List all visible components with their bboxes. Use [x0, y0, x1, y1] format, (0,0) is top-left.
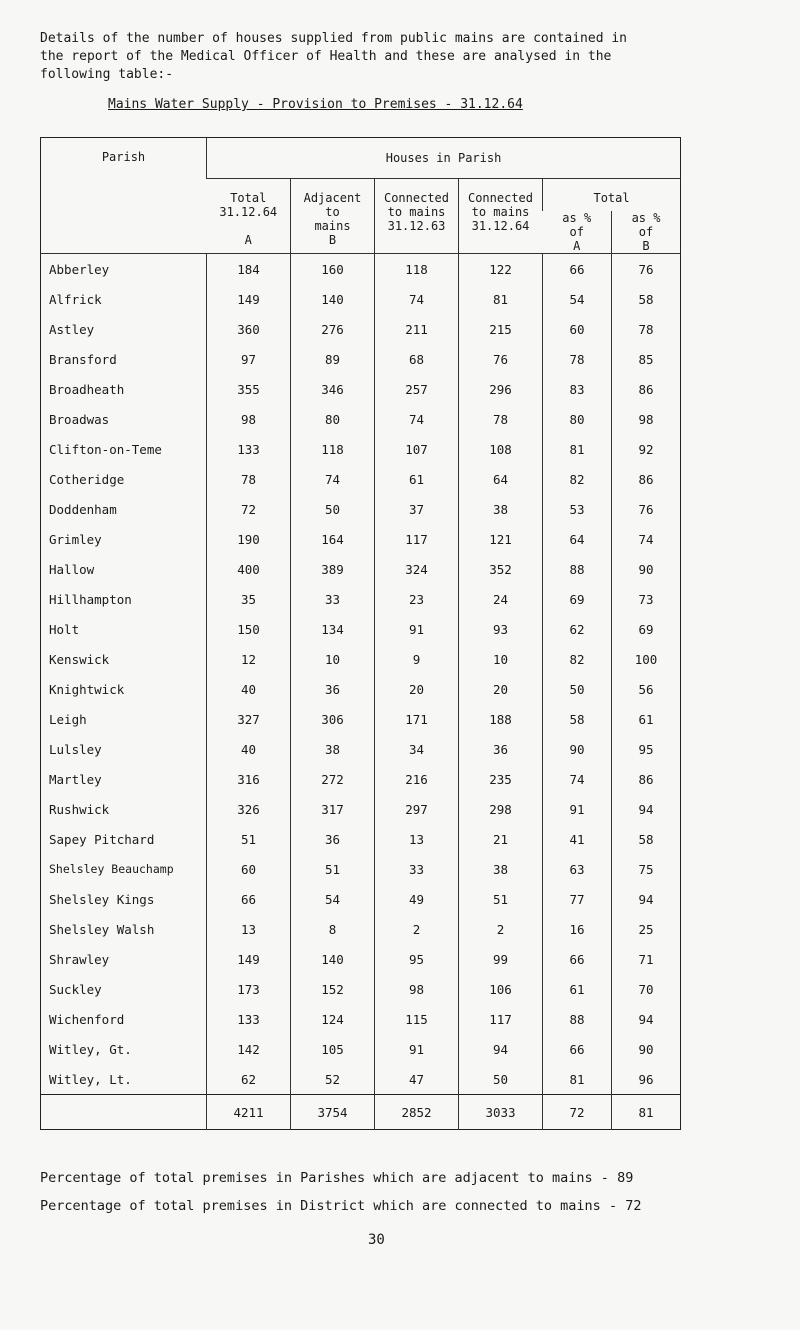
connected-64-cell: 94 [459, 1034, 543, 1064]
adjacent-cell: 74 [291, 464, 375, 494]
adjacent-cell: 10 [291, 644, 375, 674]
connected-64-cell: 10 [459, 644, 543, 674]
adjacent-cell: 51 [291, 854, 375, 884]
total-cell: 142 [207, 1034, 291, 1064]
totals-percent-b-cell: 81 [612, 1095, 681, 1130]
percent-a-cell: 78 [543, 344, 612, 374]
percent-b-cell: 78 [612, 314, 681, 344]
adjacent-cell: 134 [291, 614, 375, 644]
total-cell: 78 [207, 464, 291, 494]
page-number: 30 [368, 1232, 385, 1248]
parish-cell: Martley [49, 771, 102, 787]
adjacent-cell: 272 [291, 764, 375, 794]
connected-64-cell: 81 [459, 284, 543, 314]
table-row [41, 554, 681, 584]
table-row [41, 944, 681, 974]
adjacent-cell: 118 [291, 434, 375, 464]
adjacent-cell: 152 [291, 974, 375, 1004]
percent-b-cell: 86 [612, 464, 681, 494]
percent-a-cell: 81 [543, 1064, 612, 1095]
total-cell: 72 [207, 494, 291, 524]
percent-b-cell: 73 [612, 584, 681, 614]
parish-cell: Shelsley Kings [49, 891, 155, 907]
table-heading: Mains Water Supply - Provision to Premises - 31.12.64 [108, 97, 523, 112]
table-row [41, 854, 681, 884]
adjacent-cell: 124 [291, 1004, 375, 1034]
percent-a-cell: 41 [543, 824, 612, 854]
total-cell: 60 [207, 854, 291, 884]
connected-63-cell: 297 [375, 794, 459, 824]
table-row [41, 314, 681, 344]
parish-cell: Shelsley Walsh [49, 921, 155, 937]
connected-63-cell: 117 [375, 524, 459, 554]
connected-64-cell: 93 [459, 614, 543, 644]
connected-64-cell: 64 [459, 464, 543, 494]
adjacent-cell: 36 [291, 824, 375, 854]
table-row [41, 794, 681, 824]
totals-adjacent-cell: 3754 [291, 1095, 375, 1130]
table-row [41, 374, 681, 404]
connected-64-cell: 352 [459, 554, 543, 584]
connected-63-header: Connected to mains 31.12.63 [375, 179, 459, 254]
total-cell: 13 [207, 914, 291, 944]
table-row [41, 254, 681, 285]
table-row [41, 914, 681, 944]
connected-63-cell: 211 [375, 314, 459, 344]
percent-b-cell: 90 [612, 1034, 681, 1064]
percent-b-cell: 86 [612, 764, 681, 794]
parish-cell: Broadwas [49, 411, 110, 427]
total-cell: 40 [207, 734, 291, 764]
connected-64-cell: 20 [459, 674, 543, 704]
adjacent-cell: 164 [291, 524, 375, 554]
parish-cell: Suckley [49, 981, 102, 997]
parish-cell: Shrawley [49, 951, 110, 967]
mains-water-table-container [40, 137, 680, 1130]
percent-b-cell: 61 [612, 704, 681, 734]
connected-64-cell: 215 [459, 314, 543, 344]
parish-cell: Shelsley Beauchamp [49, 861, 174, 876]
connected-63-cell: 49 [375, 884, 459, 914]
parish-cell: Cotheridge [49, 471, 125, 487]
table-row [41, 524, 681, 554]
connected-63-cell: 47 [375, 1064, 459, 1095]
percent-b-cell: 76 [612, 494, 681, 524]
percent-b-cell: 96 [612, 1064, 681, 1095]
connected-63-cell: 107 [375, 434, 459, 464]
totals-label-cell [41, 1095, 207, 1130]
parish-cell: Grimley [49, 531, 102, 547]
table-row [41, 464, 681, 494]
total-cell: 66 [207, 884, 291, 914]
percent-a-cell: 82 [543, 644, 612, 674]
percent-a-cell: 69 [543, 584, 612, 614]
adjacent-cell: 8 [291, 914, 375, 944]
percent-a-cell: 50 [543, 674, 612, 704]
connected-64-cell: 24 [459, 584, 543, 614]
percent-a-cell: 88 [543, 554, 612, 584]
connected-63-cell: 118 [375, 254, 459, 285]
connected-64-cell: 99 [459, 944, 543, 974]
total-cell: 327 [207, 704, 291, 734]
adjacent-cell: 140 [291, 944, 375, 974]
table-row [41, 344, 681, 374]
parish-cell: Witley, Lt. [49, 1071, 132, 1087]
parish-cell: Abberley [41, 254, 207, 285]
total-cell: 190 [207, 524, 291, 554]
connected-63-cell: 91 [375, 614, 459, 644]
connected-64-cell: 38 [459, 854, 543, 884]
adjacent-cell: 52 [291, 1064, 375, 1095]
total-cell: 98 [207, 404, 291, 434]
parish-cell: Astley [49, 321, 95, 337]
percent-a-cell: 82 [543, 464, 612, 494]
connected-64-cell: 296 [459, 374, 543, 404]
connected-63-cell: 74 [375, 404, 459, 434]
table-row [41, 1004, 681, 1034]
percent-b-cell: 70 [612, 974, 681, 1004]
summary-block [40, 1164, 800, 1220]
parish-cell: Broadheath [49, 381, 125, 397]
summary-adjacent-line: Percentage of total premises in Parishes which are adjacent to mains - 89 [40, 1170, 634, 1186]
parish-cell: Rushwick [49, 801, 110, 817]
percent-b-cell: 100 [612, 644, 681, 674]
parish-cell: Lulsley [49, 741, 102, 757]
total-cell: 35 [207, 584, 291, 614]
adjacent-cell: 317 [291, 794, 375, 824]
total-cell: 62 [207, 1064, 291, 1095]
adjacent-header: Adjacent to mains B [291, 179, 375, 254]
parish-cell: Holt [49, 621, 80, 637]
connected-63-cell: 257 [375, 374, 459, 404]
percent-a-cell: 90 [543, 734, 612, 764]
totals-total-cell: 4211 [207, 1095, 291, 1130]
total-cell: 316 [207, 764, 291, 794]
table-row [41, 1064, 681, 1095]
total-cell: 51 [207, 824, 291, 854]
percent-b-cell: 94 [612, 1004, 681, 1034]
connected-64-cell: 117 [459, 1004, 543, 1034]
parish-cell: Alfrick [49, 291, 102, 307]
percent-a-cell: 66 [543, 1034, 612, 1064]
connected-64-cell: 235 [459, 764, 543, 794]
connected-64-cell: 108 [459, 434, 543, 464]
percent-b-cell: 95 [612, 734, 681, 764]
percent-of-b-header: as % of B [612, 211, 681, 254]
adjacent-cell: 33 [291, 584, 375, 614]
percent-a-cell: 58 [543, 704, 612, 734]
parish-cell: Leigh [49, 711, 87, 727]
percent-a-cell: 66 [543, 944, 612, 974]
percent-b-cell: 58 [612, 284, 681, 314]
percent-a-cell: 74 [543, 764, 612, 794]
total-cell: 173 [207, 974, 291, 1004]
connected-64-cell: 51 [459, 884, 543, 914]
connected-64-cell: 76 [459, 344, 543, 374]
adjacent-cell: 140 [291, 284, 375, 314]
percent-a-cell: 64 [543, 524, 612, 554]
percent-a-cell: 83 [543, 374, 612, 404]
adjacent-cell: 38 [291, 734, 375, 764]
table-row [41, 494, 681, 524]
connected-63-cell: 34 [375, 734, 459, 764]
adjacent-cell: 89 [291, 344, 375, 374]
percent-a-cell: 88 [543, 1004, 612, 1034]
percent-a-cell: 61 [543, 974, 612, 1004]
percent-b-cell: 86 [612, 374, 681, 404]
connected-63-cell: 23 [375, 584, 459, 614]
connected-63-cell: 216 [375, 764, 459, 794]
parish-cell: Clifton-on-Teme [49, 441, 162, 457]
connected-64-cell: 38 [459, 494, 543, 524]
table-row [41, 764, 681, 794]
parish-cell: Witley, Gt. [49, 1041, 132, 1057]
parish-cell: Doddenham [49, 501, 117, 517]
connected-63-cell: 171 [375, 704, 459, 734]
percent-a-cell: 60 [543, 314, 612, 344]
total-cell: 12 [207, 644, 291, 674]
connected-64-header: Connected to mains 31.12.64 [459, 179, 543, 254]
percent-b-cell: 94 [612, 794, 681, 824]
percent-b-cell: 69 [612, 614, 681, 644]
connected-63-cell: 9 [375, 644, 459, 674]
percent-a-cell: 77 [543, 884, 612, 914]
percent-b-cell: 90 [612, 554, 681, 584]
mains-water-table [40, 137, 681, 1130]
percent-a-cell: 62 [543, 614, 612, 644]
percent-b-cell: 98 [612, 404, 681, 434]
connected-63-cell: 74 [375, 284, 459, 314]
table-row [41, 404, 681, 434]
table-row [41, 824, 681, 854]
total-cell: 149 [207, 944, 291, 974]
total-cell: 97 [207, 344, 291, 374]
totals-row [41, 1095, 681, 1130]
connected-63-cell: 61 [375, 464, 459, 494]
table-row [41, 284, 681, 314]
table-row [41, 584, 681, 614]
connected-63-cell: 95 [375, 944, 459, 974]
adjacent-cell: 276 [291, 314, 375, 344]
percent-b-cell: 74 [612, 524, 681, 554]
total-cell: 355 [207, 374, 291, 404]
total-cell: 400 [207, 554, 291, 584]
percent-a-cell: 80 [543, 404, 612, 434]
total-header: Total 31.12.64 A [219, 191, 278, 247]
connected-63-cell: 20 [375, 674, 459, 704]
table-row [41, 884, 681, 914]
percent-b-cell: 94 [612, 884, 681, 914]
percent-a-cell: 81 [543, 434, 612, 464]
connected-63-cell: 33 [375, 854, 459, 884]
houses-in-parish-header: Houses in Parish [207, 138, 681, 179]
total-percent-header: Total [543, 179, 681, 212]
percent-b-cell: 56 [612, 674, 681, 704]
connected-63-cell: 98 [375, 974, 459, 1004]
connected-63-cell: 13 [375, 824, 459, 854]
parish-header: Parish [101, 150, 146, 164]
parish-cell: Bransford [49, 351, 117, 367]
connected-64-cell: 50 [459, 1064, 543, 1095]
connected-64-cell: 78 [459, 404, 543, 434]
total-cell: 184 [207, 254, 291, 285]
connected-64-cell: 121 [459, 524, 543, 554]
total-cell: 40 [207, 674, 291, 704]
percent-a-cell: 16 [543, 914, 612, 944]
parish-cell: Hillhampton [49, 591, 132, 607]
connected-64-cell: 2 [459, 914, 543, 944]
total-cell: 360 [207, 314, 291, 344]
connected-64-cell: 298 [459, 794, 543, 824]
connected-63-cell: 68 [375, 344, 459, 374]
total-cell: 149 [207, 284, 291, 314]
percent-a-cell: 53 [543, 494, 612, 524]
connected-63-cell: 115 [375, 1004, 459, 1034]
connected-64-cell: 21 [459, 824, 543, 854]
table-row [41, 614, 681, 644]
table-row [41, 674, 681, 704]
parish-cell: Kenswick [49, 651, 110, 667]
total-cell: 133 [207, 1004, 291, 1034]
adjacent-cell: 50 [291, 494, 375, 524]
table-row [41, 734, 681, 764]
connected-64-cell: 36 [459, 734, 543, 764]
percent-b-cell: 76 [612, 254, 681, 285]
parish-cell: Knightwick [49, 681, 125, 697]
total-cell: 326 [207, 794, 291, 824]
percent-b-cell: 92 [612, 434, 681, 464]
table-row [41, 644, 681, 674]
total-cell: 133 [207, 434, 291, 464]
parish-cell: Hallow [49, 561, 95, 577]
percent-b-cell: 71 [612, 944, 681, 974]
summary-connected-line: Percentage of total premises in District which are connected to mains - 72 [40, 1198, 642, 1214]
percent-b-cell: 58 [612, 824, 681, 854]
connected-63-cell: 37 [375, 494, 459, 524]
percent-b-cell: 75 [612, 854, 681, 884]
connected-63-cell: 324 [375, 554, 459, 584]
connected-64-cell: 122 [459, 254, 543, 285]
adjacent-cell: 389 [291, 554, 375, 584]
connected-63-cell: 2 [375, 914, 459, 944]
table-row [41, 1034, 681, 1064]
connected-63-cell: 91 [375, 1034, 459, 1064]
percent-b-cell: 85 [612, 344, 681, 374]
table-row [41, 974, 681, 1004]
adjacent-cell: 36 [291, 674, 375, 704]
percent-a-cell: 54 [543, 284, 612, 314]
totals-connected-63-cell: 2852 [375, 1095, 459, 1130]
adjacent-cell: 80 [291, 404, 375, 434]
totals-percent-a-cell: 72 [543, 1095, 612, 1130]
connected-64-cell: 188 [459, 704, 543, 734]
adjacent-cell: 160 [291, 254, 375, 285]
intro-paragraph: Details of the number of houses supplied from public mains are contained in the report of the Medical Officer of Health and these are analysed in the following table:- [40, 31, 627, 82]
parish-cell: Wichenford [49, 1011, 125, 1027]
totals-connected-64-cell: 3033 [459, 1095, 543, 1130]
percent-a-cell: 66 [543, 254, 612, 285]
parish-cell: Sapey Pitchard [49, 831, 155, 847]
connected-64-cell: 106 [459, 974, 543, 1004]
percent-b-cell: 25 [612, 914, 681, 944]
percent-a-cell: 91 [543, 794, 612, 824]
table-row [41, 704, 681, 734]
percent-of-a-header: as % of A [562, 211, 592, 253]
percent-a-cell: 63 [543, 854, 612, 884]
adjacent-cell: 306 [291, 704, 375, 734]
table-row [41, 434, 681, 464]
adjacent-cell: 54 [291, 884, 375, 914]
adjacent-cell: 346 [291, 374, 375, 404]
total-cell: 150 [207, 614, 291, 644]
adjacent-cell: 105 [291, 1034, 375, 1064]
